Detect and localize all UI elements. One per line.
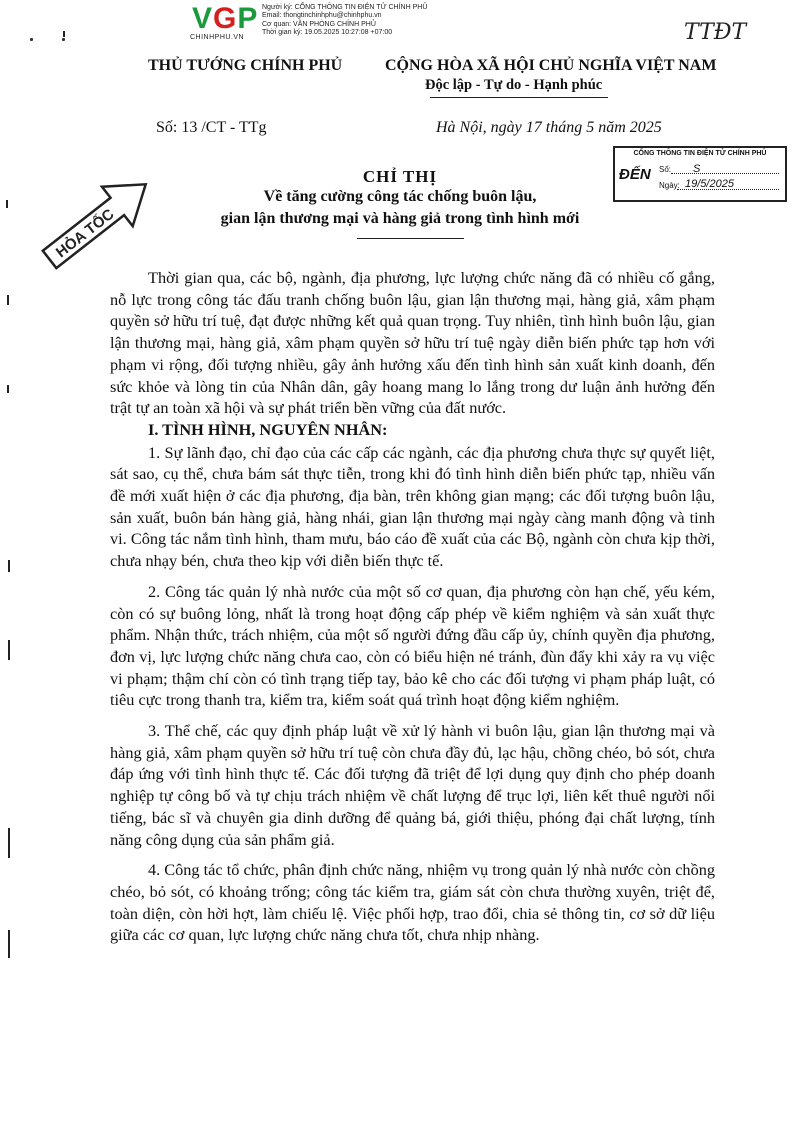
scan-speck: [62, 38, 65, 41]
national-motto: Độc lập - Tự do - Hạnh phúc: [425, 77, 603, 93]
national-title: CỘNG HÒA XÃ HỘI CHỦ NGHĨA VIỆT NAM: [385, 57, 717, 74]
stamp-ngay-value: 19/5/2025: [685, 178, 734, 190]
body-paragraph: 3. Thể chế, các quy định pháp luật về xử lý hành vi buôn lậu, gian lận thương mại và hàng giả, xâm phạm quyền sở hữu trí tuệ còn chưa đầy đủ, lạc hậu, chồng chéo, bỏ sót, chưa đáp ứng với tình hình thực tế. Các đối tượng đã triệt để lợi dụng quy định cho phép doanh nghiệp tự công bố và tự chịu trách nhiệm về chất lượng để trục lợi, liên kết thuê người nổi tiếng, bác sĩ và chuyên gia dinh dưỡng để quảng bá, giới thiệu, phóng đại chất lượng, tính năng công dụng của sản phẩm giả.: [110, 721, 715, 849]
signer-line: Cơ quan: VĂN PHÒNG CHÍNH PHỦ: [262, 20, 376, 28]
signer-line: Người ký: CỔNG THÔNG TIN ĐIỆN TỬ CHÍNH PHỦ: [262, 4, 428, 11]
document-subject-line: Về tăng cường công tác chống buôn lậu,: [263, 188, 537, 205]
document-body: [110, 267, 715, 946]
scan-mark: [7, 295, 9, 305]
place-date: Hà Nội, ngày 17 tháng 5 năm 2025: [436, 119, 662, 136]
body-paragraph: 1. Sự lãnh đạo, chỉ đạo của các cấp các ngành, các địa phương chưa thực sự quyết liệt, sát sao, cụ thể, chưa bám sát thực tiễn, trong khi đó tình hình diễn biến phức tạp, nhiều vấn đề mới xuất hiện ở các địa phương, địa bàn, trên không gian mạng; các đối tượng buôn lậu, sản xuất, buôn bán hàng giả, hàng nhái, gian lận thương mại ngày càng manh động và tinh vi. Công tác nắm tình hình, tham mưu, báo cáo đề xuất của các Bộ, ngành còn chưa kịp thời, chưa nhạy bén, chưa theo kịp với diễn biến thực tế.: [110, 442, 715, 571]
body-paragraph: 2. Công tác quản lý nhà nước của một số cơ quan, địa phương còn hạn chế, yếu kém, còn có sự buông lỏng, nhất là trong hoạt động cấp phép về kiểm nghiệm và sản xuất thực phẩm. Nhận thức, trách nhiệm, của một số người đứng đầu cấp ủy, chính quyền địa phương, đơn vị, lực lượng chức năng chưa cao, còn có biểu hiện né tránh, đùn đẩy khi xảy ra vụ việc vi phạm; thậm chí còn có tình trạng tiếp tay, bảo kê cho các đối tượng vi phạm pháp luật, có tiêu cực trong thanh tra, kiểm tra, kiểm soát quá trình hoạt động kiểm nghiệm.: [110, 581, 715, 710]
document-type: CHỈ THỊ: [362, 167, 438, 186]
signer-line: Thời gian ký: 19.05.2025 10:27:08 +07:00: [262, 29, 393, 37]
issuing-agency: THỦ TƯỚNG CHÍNH PHỦ: [148, 57, 343, 74]
title-underline: [357, 238, 464, 239]
scan-mark: [63, 31, 65, 37]
handwritten-mark: TTĐT: [684, 20, 747, 45]
scan-mark: [8, 828, 10, 858]
stamp-den-label: ĐẾN: [619, 166, 651, 183]
stamp-ngay-label: Ngày:: [659, 181, 680, 190]
scan-speck: [30, 38, 33, 41]
vgp-logo-sub: CHINHPHU.VN: [190, 34, 245, 41]
scan-mark: [8, 560, 10, 572]
section-heading: I. TÌNH HÌNH, NGUYÊN NHÂN:: [148, 419, 388, 439]
stamp-so-label: Số:: [659, 165, 672, 174]
scan-mark: [7, 385, 9, 393]
document-subject-line: gian lận thương mại và hàng giả trong tình hình mới: [220, 210, 580, 227]
stamp-title: CỔNG THÔNG TIN ĐIỆN TỬ CHÍNH PHỦ: [633, 150, 767, 157]
vgp-logo: VGP: [192, 2, 259, 35]
body-paragraph: 4. Công tác tổ chức, phân định chức năng, nhiệm vụ trong quản lý nhà nước còn chồng chéo, bỏ sót, có khoảng trống; công tác kiểm tra, giám sát còn chưa thường xuyên, triệt để, toàn diện, còn hời hợt, làm chiếu lệ. Việc phối hợp, trao đổi, chia sẻ thông tin, cơ sở dữ liệu giữa các cơ quan, lực lượng chức năng chưa tốt, chưa nhịp nhàng.: [110, 860, 715, 945]
document-number: Số: 13 /CT - TTg: [156, 119, 267, 136]
body-paragraph: Thời gian qua, các bộ, ngành, địa phương, lực lượng chức năng đã có nhiều cố gắng, nỗ lực trong công tác đấu tranh chống buôn lậu, gian lận thương mại, hàng giả, xâm phạm quyền sở hữu trí tuệ, đạt được những kết quả quan trọng. Tuy nhiên, tình hình buôn lậu, gian lận thương mại, hàng giả, xâm phạm quyền sở hữu trí tuệ ngày diễn biến phức tạp hơn với phạm vi rộng, đối tượng nhiều, gây ảnh hưởng xấu đến tình hình sản xuất kinh doanh, đến sức khỏe và lòng tin của Nhân dân, gây hoang mang lo lắng trong dư luận ảnh hưởng đến trật tự an toàn xã hội và sự phát triển bền vững của đất nước.: [110, 268, 715, 418]
motto-underline: [430, 97, 608, 98]
digital-signature-info: [262, 4, 482, 38]
stamp-so-value: S: [693, 163, 701, 175]
signer-line: Email: thongtinchinhphu@chinhphu.vn: [262, 12, 382, 20]
scan-mark: [8, 930, 10, 958]
scan-mark: [8, 640, 10, 660]
urgent-stamp-text: HỎA TỐC: [52, 205, 118, 262]
